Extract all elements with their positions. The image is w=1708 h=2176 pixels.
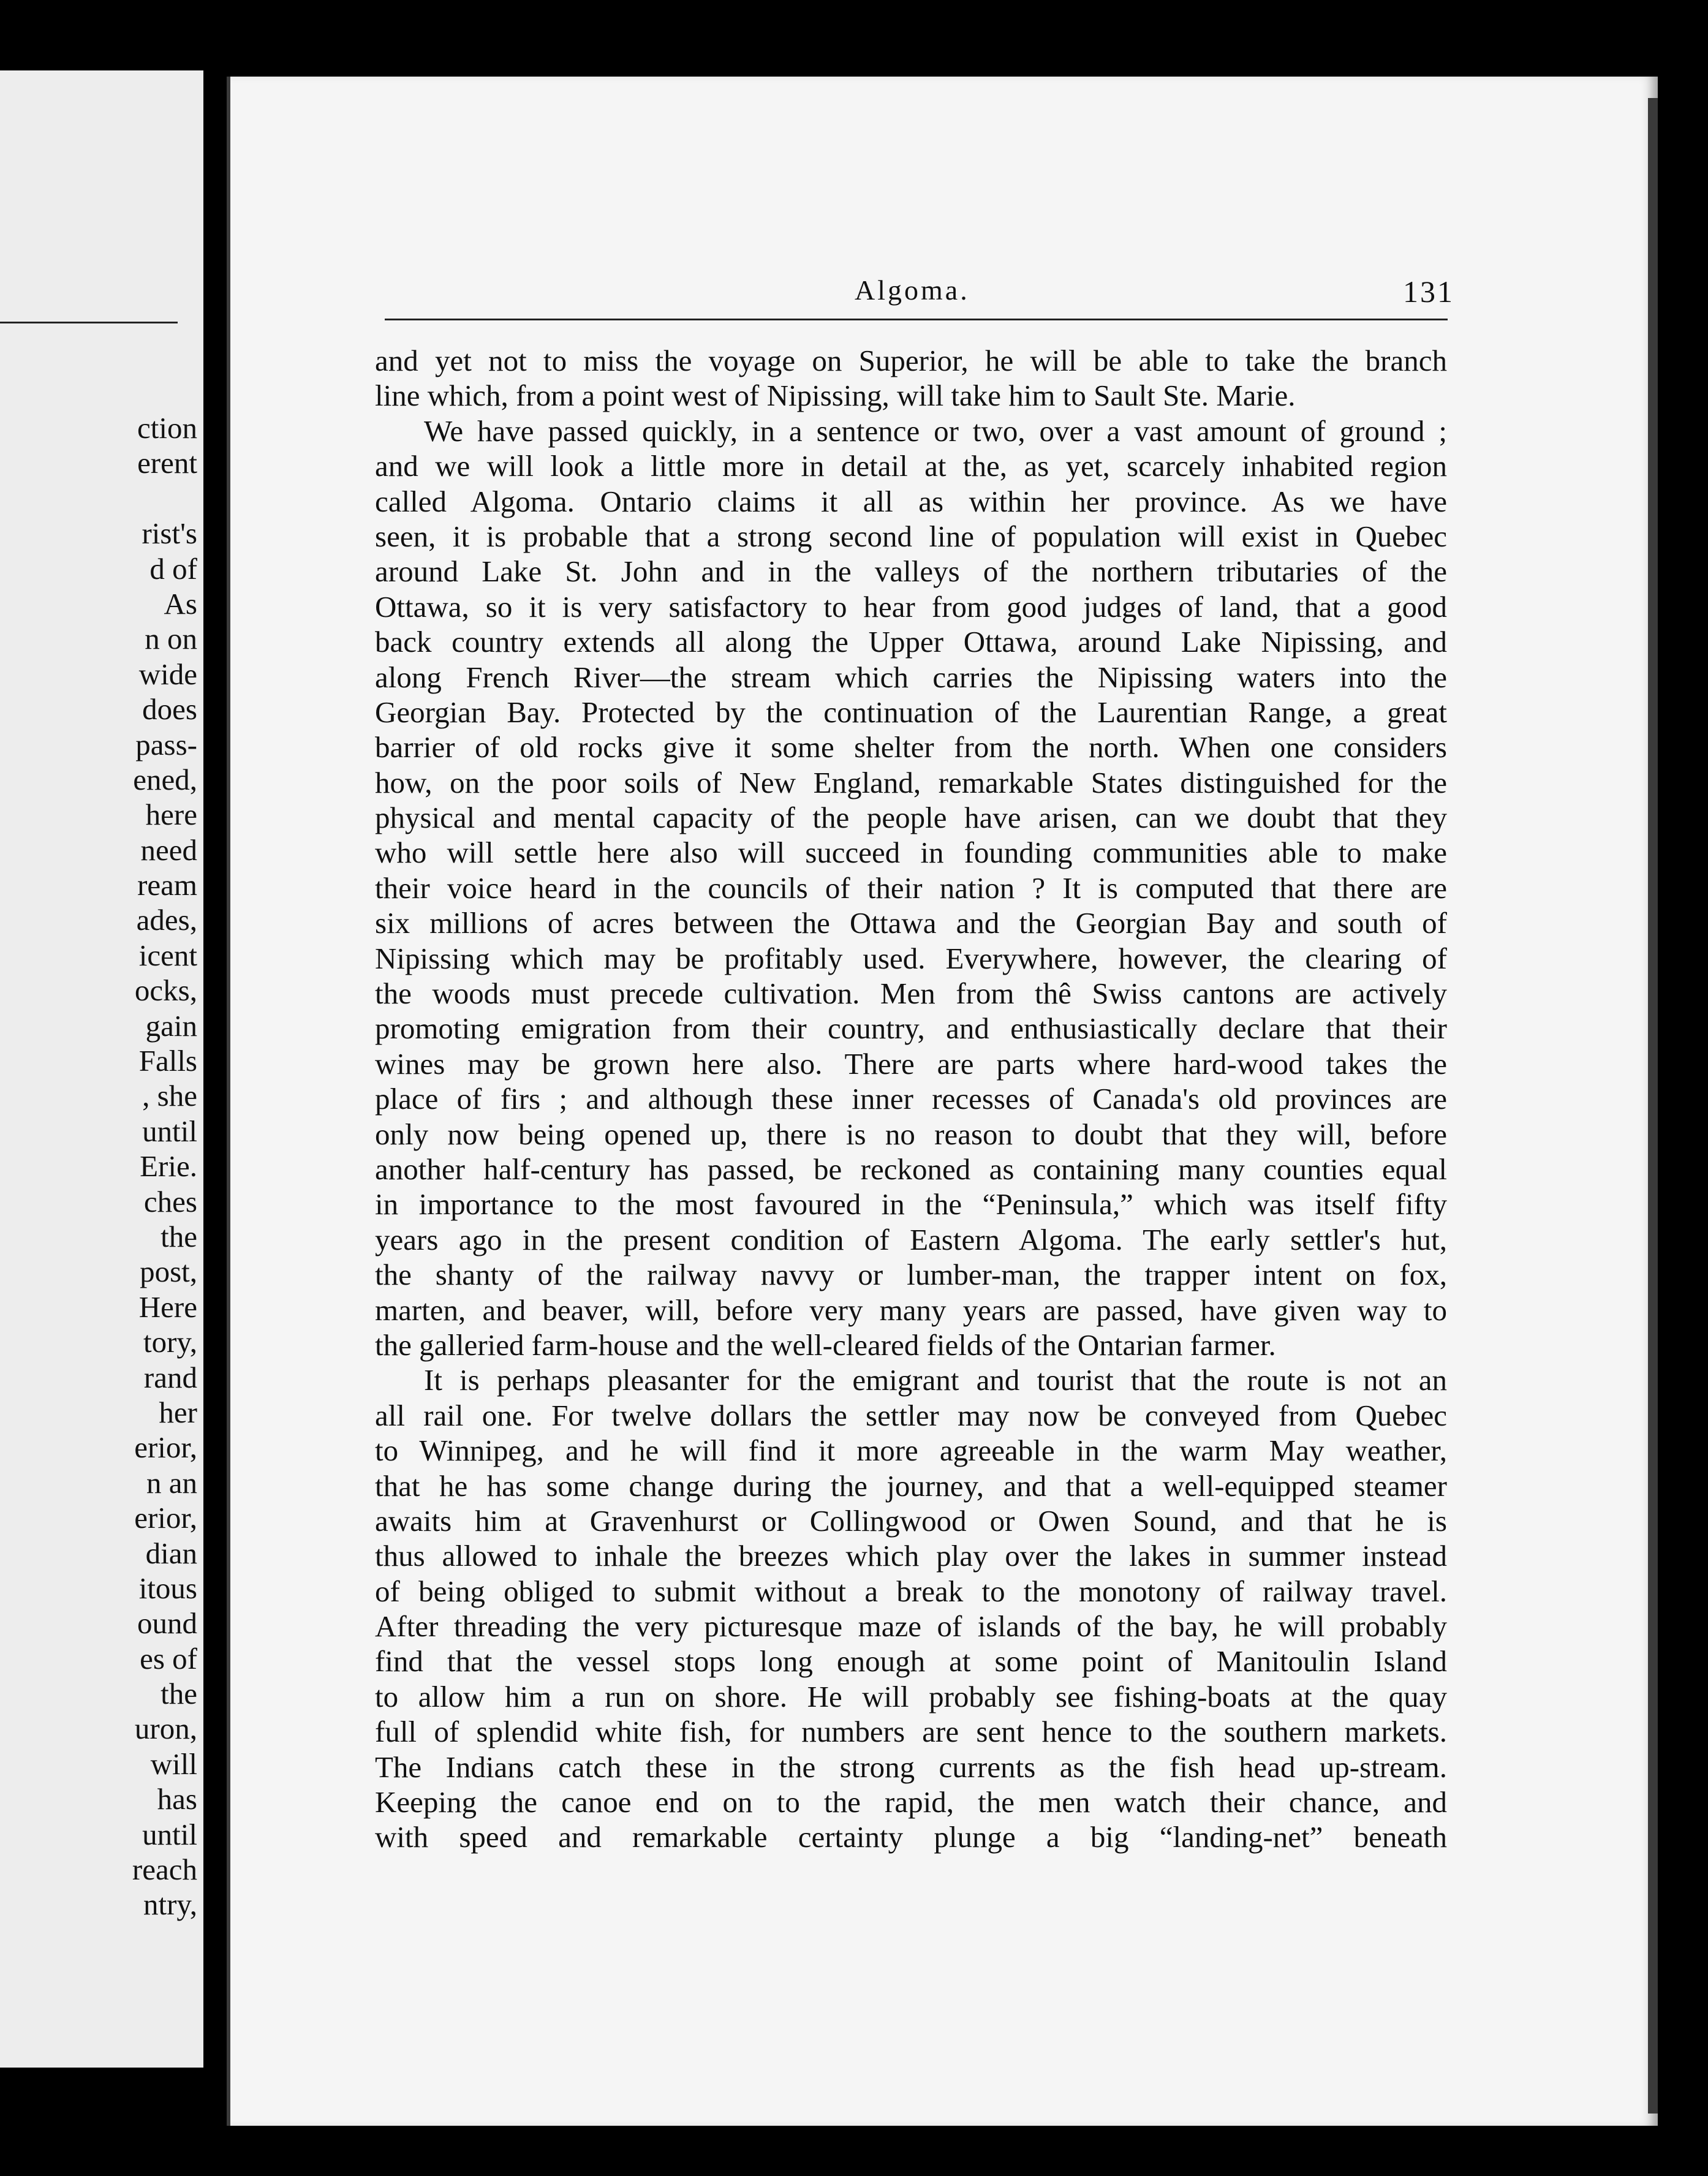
paragraph <box>375 343 1447 414</box>
left-page-fragment: tory, <box>143 1325 197 1359</box>
text-line: that he has some change during the journey, and that a well-equipped steamer <box>375 1468 1447 1503</box>
left-page-fragment: will <box>150 1747 197 1781</box>
text-line: thus allowed to inhale the breezes which play over the lakes in summer instead <box>375 1539 1447 1573</box>
paragraph <box>375 1362 1447 1854</box>
left-page-fragment: erior, <box>134 1501 197 1535</box>
left-page-fragment: does <box>142 692 197 727</box>
text-line: in importance to the most favoured in the “Peninsula,” which was itself fifty <box>375 1187 1447 1222</box>
left-page-fragment: ocks, <box>134 973 197 1008</box>
text-line: along French River—the stream which carries the Nipissing waters into the <box>375 660 1447 694</box>
text-line: how, on the poor soils of New England, remarkable States distinguished for the <box>375 765 1447 799</box>
left-page-fragment: Falls <box>138 1044 197 1078</box>
left-page-fragment: reach <box>132 1853 197 1887</box>
text-line: The Indians catch these in the strong currents as the fish head up-stream. <box>375 1750 1447 1784</box>
text-line: to Winnipeg, and he will find it more agreeable in the warm May weather, <box>375 1434 1447 1468</box>
left-page-fragment: uron, <box>134 1712 197 1746</box>
text-line: promoting emigration from their country, and enthusiastically declare that their <box>375 1011 1447 1046</box>
left-page-fragment: here <box>145 798 197 832</box>
left-page-fragment: ound <box>137 1606 197 1641</box>
text-line: barrier of old rocks give it some shelter from the north. When one considers <box>375 730 1447 765</box>
text-line: Georgian Bay. Protected by the continuation of the Laurentian Range, a great <box>375 695 1447 729</box>
left-page-fragment: dian <box>145 1536 197 1570</box>
text-line: place of firs ; and although these inner recesses of Canada's old provinces are <box>375 1082 1447 1116</box>
text-line: full of splendid white fish, for numbers are sent hence to the southern markets. <box>375 1715 1447 1749</box>
left-page-fragment: need <box>140 833 197 867</box>
text-line: to allow him a run on shore. He will probably see fishing-boats at the quay <box>375 1679 1447 1713</box>
text-line: with speed and remarkable certainty plunge a big “landing-net” beneath <box>375 1820 1447 1854</box>
text-line: It is perhaps pleasanter for the emigrant and tourist that the route is not an <box>424 1363 1447 1397</box>
left-page-fragment: rand <box>143 1360 197 1394</box>
text-line: Keeping the canoe end on to the rapid, the men watch their chance, and <box>375 1785 1447 1819</box>
text-line: and we will look a little more in detail at the, as yet, scarcely inhabited region <box>375 449 1447 483</box>
left-page-fragment: post, <box>140 1255 197 1289</box>
running-head: Algoma. <box>855 274 970 306</box>
text-line: After threading the very picturesque maze of islands of the bay, he will probably <box>375 1609 1447 1644</box>
left-page-fragment: has <box>157 1782 197 1816</box>
left-page-fragment: , she <box>142 1079 197 1113</box>
text-line: We have passed quickly, in a sentence or two, over a vast amount of ground ; <box>424 414 1447 448</box>
left-page-fragment: Erie. <box>140 1149 197 1184</box>
left-page-text-fragments <box>0 410 202 1922</box>
text-line: physical and mental capacity of the people have arisen, can we doubt that they <box>375 801 1447 835</box>
paragraph <box>375 414 1447 1363</box>
text-line: the woods must precede cultivation. Men from thê Swiss cantons are actively <box>375 977 1447 1011</box>
text-line: all rail one. For twelve dollars the settler may now be conveyed from Quebec <box>375 1398 1447 1432</box>
text-line: line which, from a point west of Nipissing, will take him to Sault Ste. Marie. <box>375 379 1296 413</box>
text-line: the shanty of the railway navvy or lumber-man, the trapper intent on fox, <box>375 1258 1447 1292</box>
left-page-fragment: until <box>142 1114 197 1148</box>
text-line: find that the vessel stops long enough at some point of Manitoulin Island <box>375 1644 1447 1679</box>
left-page-fragment: ntry, <box>143 1887 197 1922</box>
left-page-fragment: wide <box>138 657 197 691</box>
left-page-fragment: erent <box>137 446 197 480</box>
text-line: awaits him at Gravenhurst or Collingwood or Owen Sound, and that he is <box>375 1503 1447 1538</box>
body-text <box>375 343 1447 1855</box>
text-line: Nipissing which may be profitably used. Everywhere, however, the clearing of <box>375 941 1447 975</box>
left-page-fragment: the <box>161 1219 197 1253</box>
left-page-fragment: itous <box>138 1571 197 1605</box>
text-line: years ago in the present condition of Eastern Algoma. The early settler's hut, <box>375 1222 1447 1256</box>
text-line: marten, and beaver, will, before very many years are passed, have given way to <box>375 1293 1447 1327</box>
page-number: 131 <box>1403 274 1454 309</box>
left-page-fragment <box>0 481 202 516</box>
text-line: only now being opened up, there is no reason to doubt that they will, before <box>375 1117 1447 1151</box>
left-page-fragment: n on <box>145 622 197 656</box>
text-line: around Lake St. John and in the valleys of the northern tributaries of the <box>375 554 1447 589</box>
page-gutter <box>203 0 227 2176</box>
facing-page-left <box>0 70 206 2068</box>
left-page-fragment: n an <box>146 1465 197 1500</box>
left-page-fragment: erior, <box>134 1430 197 1465</box>
left-page-fragment: d of <box>149 551 197 586</box>
text-line: and yet not to miss the voyage on Superior, he will be able to take the branch <box>375 344 1447 377</box>
header-rule <box>385 319 1448 320</box>
left-page-head-rule <box>0 322 178 323</box>
left-page-fragment: ches <box>143 1184 197 1218</box>
left-page-fragment: Here <box>138 1290 197 1324</box>
page-edge-shadow <box>1648 98 1658 2114</box>
left-page-fragment: icent <box>138 938 197 972</box>
left-page-fragment: gain <box>145 1008 197 1043</box>
left-page-fragment: her <box>159 1395 197 1429</box>
text-line: called Algoma. Ontario claims it all as within her province. As we have <box>375 484 1447 518</box>
left-page-fragment: rist's <box>142 516 197 551</box>
text-line: seen, it is probable that a strong second line of population will exist in Quebec <box>375 519 1447 553</box>
left-page-fragment: es of <box>140 1641 197 1675</box>
left-page-fragment: As <box>164 586 197 621</box>
left-page-fragment: pass- <box>135 727 197 761</box>
left-page-fragment: ream <box>137 868 197 902</box>
text-line: wines may be grown here also. There are parts where hard-wood takes the <box>375 1046 1447 1081</box>
left-page-fragment: until <box>142 1817 197 1851</box>
text-line: who will settle here also will succeed in founding communities able to make <box>375 836 1447 870</box>
text-line: their voice heard in the councils of their nation ? It is computed that there are <box>375 871 1447 905</box>
left-page-fragment: ades, <box>136 903 197 937</box>
left-page-fragment: ction <box>137 411 197 445</box>
left-page-fragment: ened, <box>133 762 197 796</box>
text-line: another half-century has passed, be reckoned as containing many counties equal <box>375 1152 1447 1186</box>
left-page-fragment: the <box>161 1677 197 1711</box>
text-line: of being obliged to submit without a break to the monotony of railway travel. <box>375 1574 1447 1608</box>
text-line: the galleried farm-house and the well-cleared fields of the Ontarian farmer. <box>375 1328 1276 1362</box>
text-line: Ottawa, so it is very satisfactory to hear from good judges of land, that a good <box>375 589 1447 624</box>
text-line: back country extends all along the Upper Ottawa, around Lake Nipissing, and <box>375 625 1447 659</box>
text-line: six millions of acres between the Ottawa and the Georgian Bay and south of <box>375 906 1447 940</box>
